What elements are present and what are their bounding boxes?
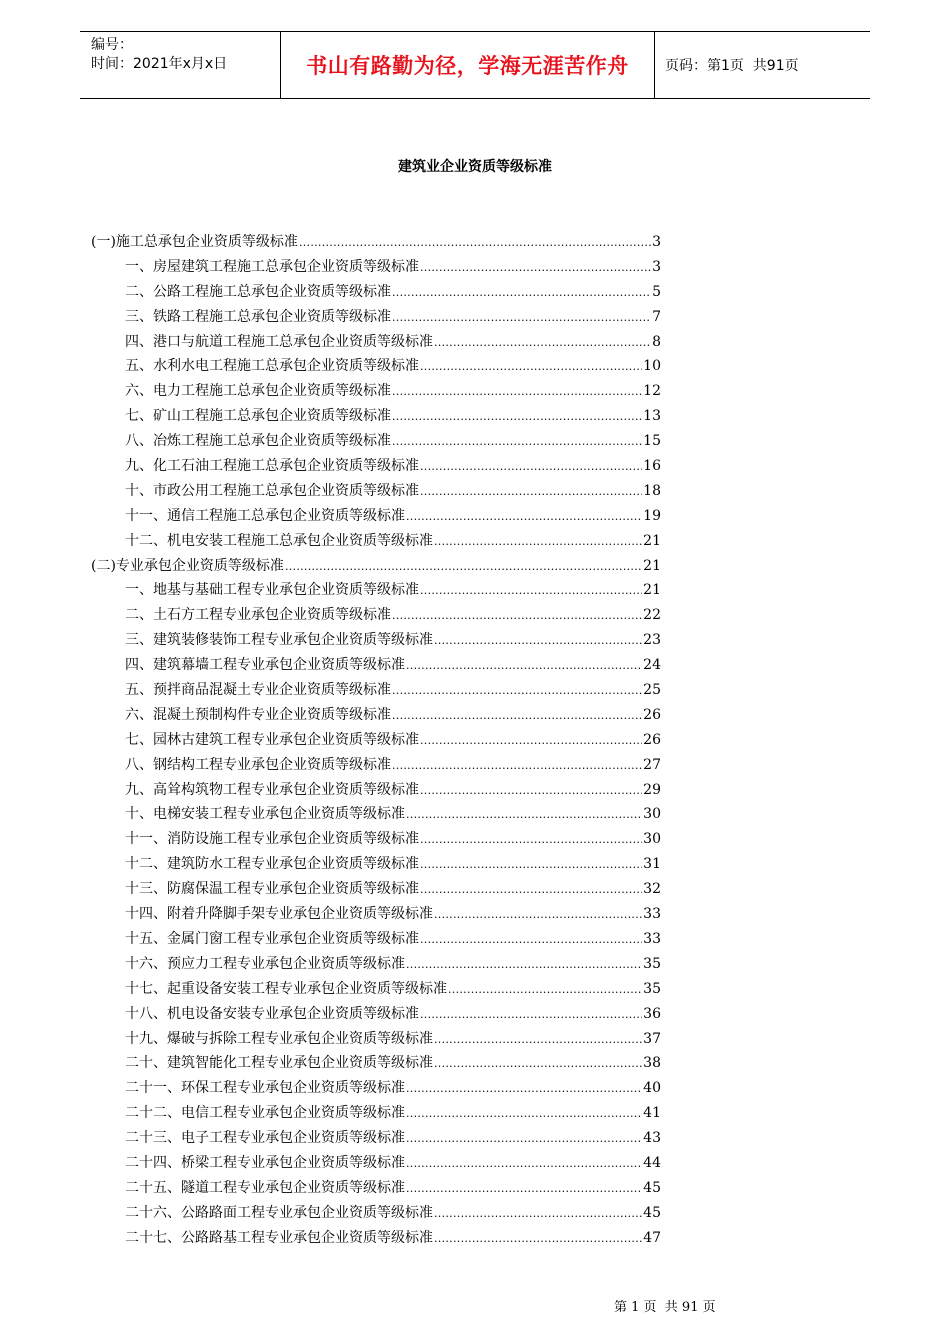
toc-dot-leader <box>448 978 642 1003</box>
toc-page-number: 18 <box>643 482 661 499</box>
toc-dot-leader <box>420 480 642 505</box>
toc-page-number: 47 <box>643 1229 661 1246</box>
toc-entry[interactable] <box>91 1002 661 1027</box>
toc-page-number: 26 <box>643 731 661 748</box>
toc-entry[interactable] <box>91 1076 661 1101</box>
toc-entry[interactable] <box>91 504 661 529</box>
toc-page-number: 30 <box>643 831 661 848</box>
toc-entry-title: 二十四、桥梁工程专业承包企业资质等级标准 <box>125 1154 405 1171</box>
toc-dot-leader <box>434 530 642 555</box>
toc-dot-leader <box>434 629 642 654</box>
toc-entry-title: 二十、建筑智能化工程专业承包企业资质等级标准 <box>125 1055 433 1072</box>
toc-entry[interactable] <box>91 255 661 280</box>
toc-entry[interactable] <box>91 877 661 902</box>
toc-entry-title: 十六、预应力工程专业承包企业资质等级标准 <box>125 955 405 972</box>
toc-entry[interactable] <box>91 454 661 479</box>
toc-entry[interactable] <box>91 678 661 703</box>
toc-dot-leader <box>420 729 642 754</box>
toc-entry-title: 十八、机电设备安装专业承包企业资质等级标准 <box>125 1005 419 1022</box>
header-motto-cell <box>281 32 655 98</box>
toc-entry-title: 一、房屋建筑工程施工总承包企业资质等级标准 <box>125 258 419 275</box>
toc-dot-leader <box>392 754 642 779</box>
toc-entry[interactable] <box>91 703 661 728</box>
toc-dot-leader <box>392 405 642 430</box>
toc-page-number: 33 <box>643 930 661 947</box>
toc-dot-leader <box>406 953 642 978</box>
toc-entry-title: 九、化工石油工程施工总承包企业资质等级标准 <box>125 458 419 475</box>
toc-entry-title: 一、地基与基础工程专业承包企业资质等级标准 <box>125 582 419 599</box>
toc-dot-leader <box>406 1177 642 1202</box>
toc-entry[interactable] <box>91 379 661 404</box>
toc-entry-title: 十一、通信工程施工总承包企业资质等级标准 <box>125 507 405 524</box>
document-title: 建筑业企业资质等级标准 <box>398 159 552 175</box>
toc-page-number: 35 <box>643 980 661 997</box>
toc-entry-title: 二、土石方工程专业承包企业资质等级标准 <box>125 607 391 624</box>
toc-page-number: 12 <box>643 383 661 400</box>
toc-entry-title: (二)专业承包企业资质等级标准 <box>91 557 284 574</box>
toc-dot-leader <box>434 1052 642 1077</box>
toc-entry-title: 二十六、公路路面工程专业承包企业资质等级标准 <box>125 1204 433 1221</box>
toc-entry-title: 十、市政公用工程施工总承包企业资质等级标准 <box>125 482 419 499</box>
toc-entry-title: 十七、起重设备安装工程专业承包企业资质等级标准 <box>125 980 447 997</box>
toc-entry[interactable] <box>91 902 661 927</box>
toc-dot-leader <box>420 455 642 480</box>
toc-entry-title: 八、冶炼工程施工总承包企业资质等级标准 <box>125 433 391 450</box>
toc-page-number: 22 <box>643 607 661 624</box>
toc-page-number: 21 <box>643 582 661 599</box>
toc-dot-leader <box>420 256 651 281</box>
toc-entry[interactable] <box>91 952 661 977</box>
toc-page-number: 38 <box>643 1055 661 1072</box>
toc-entry-title: 七、园林古建筑工程专业承包企业资质等级标准 <box>125 731 419 748</box>
toc-entry-title: 十、电梯安装工程专业承包企业资质等级标准 <box>125 806 405 823</box>
toc-entry-title: 九、高耸构筑物工程专业承包企业资质等级标准 <box>125 781 419 798</box>
toc-page-number: 26 <box>643 706 661 723</box>
toc-entry[interactable] <box>91 479 661 504</box>
toc-dot-leader <box>406 1152 642 1177</box>
toc-dot-leader <box>406 1102 642 1127</box>
toc-entry-title: 三、铁路工程施工总承包企业资质等级标准 <box>125 308 391 325</box>
toc-page-number: 35 <box>643 955 661 972</box>
toc-page-number: 45 <box>643 1179 661 1196</box>
toc-page-number: 16 <box>643 458 661 475</box>
toc-dot-leader <box>406 505 642 530</box>
toc-page-number: 25 <box>643 682 661 699</box>
toc-entry[interactable] <box>91 529 661 554</box>
toc-page-number: 33 <box>643 906 661 923</box>
header-page-cell <box>655 32 870 98</box>
toc-dot-leader <box>434 1227 642 1252</box>
toc-entry-title: 二十一、环保工程专业承包企业资质等级标准 <box>125 1080 405 1097</box>
toc-page-number: 3 <box>652 234 661 250</box>
toc-entry[interactable] <box>91 927 661 952</box>
toc-dot-leader <box>420 828 642 853</box>
page-footer: 第 1 页 共 91 页 <box>614 1300 716 1315</box>
toc-dot-leader <box>285 555 642 580</box>
toc-page-number: 45 <box>643 1204 661 1221</box>
toc-entry-title: 五、预拌商品混凝土专业企业资质等级标准 <box>125 682 391 699</box>
toc-page-number: 24 <box>643 657 661 674</box>
toc-entry[interactable] <box>91 628 661 653</box>
toc-entry[interactable] <box>91 330 661 355</box>
header-page-label: 页码：第1页 共91页 <box>665 58 799 74</box>
toc-entry[interactable] <box>91 305 661 330</box>
toc-entry-title: 三、建筑装修装饰工程专业承包企业资质等级标准 <box>125 632 433 649</box>
toc-entry-title: 十四、附着升降脚手架专业承包企业资质等级标准 <box>125 906 433 923</box>
toc-dot-leader <box>434 1202 642 1227</box>
toc-entry-title: 七、矿山工程施工总承包企业资质等级标准 <box>125 408 391 425</box>
toc-entry[interactable] <box>91 1176 661 1201</box>
toc-entry-title: 二十二、电信工程专业承包企业资质等级标准 <box>125 1105 405 1122</box>
toc-dot-leader <box>392 380 642 405</box>
toc-entry-title: 六、电力工程施工总承包企业资质等级标准 <box>125 383 391 400</box>
toc-entry[interactable] <box>91 1027 661 1052</box>
toc-dot-leader <box>434 903 642 928</box>
toc-page-number: 19 <box>643 507 661 524</box>
toc-entry-title: 四、建筑幕墙工程专业承包企业资质等级标准 <box>125 657 405 674</box>
toc-entry-title: 十一、消防设施工程专业承包企业资质等级标准 <box>125 831 419 848</box>
toc-entry-title: 十五、金属门窗工程专业承包企业资质等级标准 <box>125 930 419 947</box>
toc-page-number: 41 <box>643 1105 661 1122</box>
toc-entry[interactable] <box>91 1201 661 1226</box>
toc-entry[interactable] <box>91 728 661 753</box>
toc-page-number: 21 <box>643 532 661 549</box>
page-header <box>80 31 870 99</box>
toc-entry[interactable] <box>91 1226 661 1251</box>
toc-page-number: 43 <box>643 1130 661 1147</box>
toc-page-number: 5 <box>652 283 661 300</box>
toc-entry-title: 十三、防腐保温工程专业承包企业资质等级标准 <box>125 881 419 898</box>
toc-dot-leader <box>406 1077 642 1102</box>
toc-dot-leader <box>420 878 642 903</box>
toc-page-number: 36 <box>643 1005 661 1022</box>
toc-page-number: 15 <box>643 433 661 450</box>
toc-entry-title: 二、公路工程施工总承包企业资质等级标准 <box>125 283 391 300</box>
toc-entry[interactable] <box>91 1126 661 1151</box>
toc-dot-leader <box>420 1003 642 1028</box>
toc-entry[interactable] <box>91 977 661 1002</box>
toc-page-number: 8 <box>652 333 661 350</box>
toc-page-number: 40 <box>643 1080 661 1097</box>
toc-entry[interactable] <box>91 354 661 379</box>
toc-entry-title: 二十三、电子工程专业承包企业资质等级标准 <box>125 1130 405 1147</box>
toc-page-number: 13 <box>643 408 661 425</box>
toc-entry[interactable] <box>91 753 661 778</box>
toc-entry-title: 五、水利水电工程施工总承包企业资质等级标准 <box>125 358 419 375</box>
toc-dot-leader <box>406 654 642 679</box>
toc-dot-leader <box>392 306 651 331</box>
toc-dot-leader <box>420 579 642 604</box>
toc-entry-title: 八、钢结构工程专业承包企业资质等级标准 <box>125 756 391 773</box>
toc-entry[interactable] <box>91 578 661 603</box>
toc-entry[interactable] <box>91 1101 661 1126</box>
toc-page-number: 23 <box>643 632 661 649</box>
toc-entry[interactable] <box>91 802 661 827</box>
toc-entry[interactable] <box>91 653 661 678</box>
toc-entry-title: 二十七、公路路基工程专业承包企业资质等级标准 <box>125 1229 433 1246</box>
toc-entry-title: 十九、爆破与拆除工程专业承包企业资质等级标准 <box>125 1030 433 1047</box>
toc-dot-leader <box>420 779 642 804</box>
toc-entry[interactable] <box>91 852 661 877</box>
toc-page-number: 37 <box>643 1030 661 1047</box>
toc-dot-leader <box>434 331 651 356</box>
toc-dot-leader <box>406 803 642 828</box>
toc-entry[interactable] <box>91 404 661 429</box>
toc-dot-leader <box>420 928 642 953</box>
toc-dot-leader <box>299 231 651 256</box>
toc-entry-title: (一)施工总承包企业资质等级标准 <box>91 234 298 250</box>
header-motto: 书山有路勤为径，学海无涯苦作舟 <box>306 54 629 78</box>
toc-page-number: 7 <box>652 308 661 325</box>
toc-page-number: 21 <box>643 557 661 574</box>
toc-entry[interactable] <box>91 1151 661 1176</box>
toc-entry[interactable] <box>91 827 661 852</box>
toc-entry-title: 十二、机电安装工程施工总承包企业资质等级标准 <box>125 532 433 549</box>
toc-page-number: 29 <box>643 781 661 798</box>
toc-entry[interactable] <box>91 280 661 305</box>
toc-section-entry[interactable] <box>91 230 661 255</box>
toc-page-number: 32 <box>643 881 661 898</box>
toc-entry[interactable] <box>91 603 661 628</box>
toc-dot-leader <box>392 281 651 306</box>
toc-entry-title: 六、混凝土预制构件专业企业资质等级标准 <box>125 706 391 723</box>
toc-dot-leader <box>392 679 642 704</box>
table-of-contents <box>91 230 661 1251</box>
toc-section-entry[interactable] <box>91 554 661 579</box>
toc-page-number: 31 <box>643 856 661 873</box>
document-number-label: 编号： <box>91 37 133 53</box>
toc-page-number: 27 <box>643 756 661 773</box>
toc-entry[interactable] <box>91 429 661 454</box>
toc-dot-leader <box>434 1028 642 1053</box>
toc-entry-title: 十二、建筑防水工程专业承包企业资质等级标准 <box>125 856 419 873</box>
toc-entry-title: 二十五、隧道工程专业承包企业资质等级标准 <box>125 1179 405 1196</box>
toc-dot-leader <box>392 604 642 629</box>
toc-entry[interactable] <box>91 778 661 803</box>
toc-page-number: 44 <box>643 1154 661 1171</box>
toc-entry-title: 四、港口与航道工程施工总承包企业资质等级标准 <box>125 333 433 350</box>
toc-page-number: 30 <box>643 806 661 823</box>
toc-dot-leader <box>392 430 642 455</box>
toc-page-number: 10 <box>643 358 661 375</box>
toc-dot-leader <box>406 1127 642 1152</box>
toc-dot-leader <box>420 853 642 878</box>
toc-dot-leader <box>392 704 642 729</box>
header-meta <box>80 32 281 98</box>
toc-page-number: 3 <box>652 258 661 275</box>
document-time-label: 时间：2021年x月x日 <box>91 56 228 72</box>
toc-entry[interactable] <box>91 1051 661 1076</box>
toc-dot-leader <box>420 355 642 380</box>
